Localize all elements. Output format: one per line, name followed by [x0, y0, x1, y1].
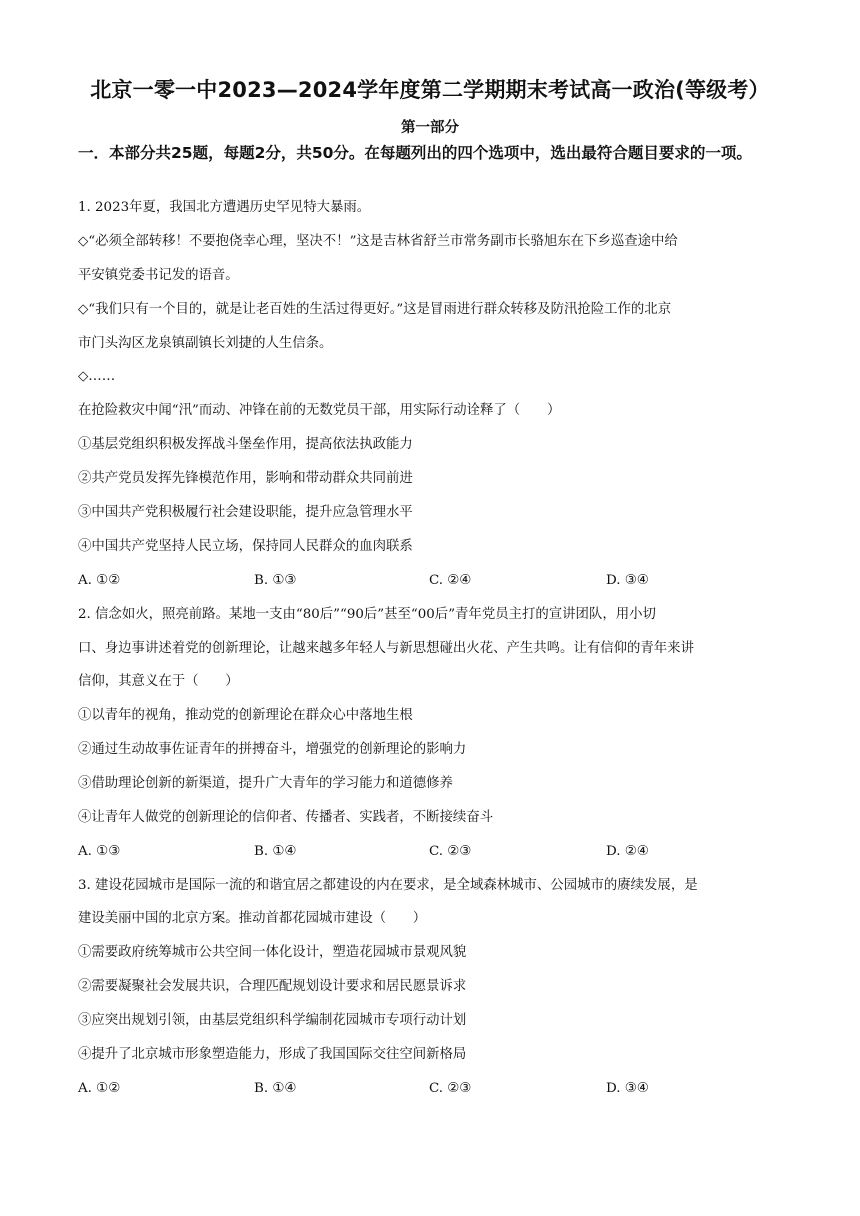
- q2-option-d[interactable]: D. ②④: [606, 844, 649, 859]
- q1-stem-line: ◇“我们只有一个目的，就是让老百姓的生活过得更好。”这是冒雨进行群众转移及防汛抢险工作的北京: [78, 302, 672, 317]
- q2-option-b[interactable]: B. ①④: [254, 844, 297, 859]
- q3-statement-2: ②需要凝聚社会发展共识，合理匹配规划设计要求和居民愿景诉求: [78, 979, 467, 994]
- q3-statement-4: ④提升了北京城市形象塑造能力，形成了我国国际交往空间新格局: [78, 1047, 467, 1062]
- q3-options: [78, 1079, 788, 1099]
- part-instructions: 一．本部分共25题，每题2分，共50分。在每题列出的四个选项中，选出最符合题目要求的一项。: [78, 144, 752, 162]
- q1-question-line: 在抢险救灾中闻“汛”而动、冲锋在前的无数党员干部，用实际行动诠释了（ ）: [78, 403, 561, 418]
- q1-stem-line: 1. 2023年夏，我国北方遭遇历史罕见特大暴雨。: [78, 200, 371, 215]
- q2-statement-3: ③借助理论创新的新渠道，提升广大青年的学习能力和道德修养: [78, 776, 453, 791]
- q3-stem-line: 3. 建设花园城市是国际一流的和谐宜居之都建设的内在要求，是全域森林城市、公园城市的赓续发展，是: [78, 878, 698, 893]
- q1-option-c[interactable]: C. ②④: [429, 573, 472, 588]
- q3-question-line: 建设美丽中国的北京方案。推动首都花园城市建设（ ）: [78, 911, 427, 926]
- q1-statement-1: ①基层党组织积极发挥战斗堡垒作用，提高依法执政能力: [78, 437, 413, 452]
- q2-question-line: 信仰，其意义在于（ ）: [78, 674, 239, 689]
- q3-option-c[interactable]: C. ②③: [429, 1081, 472, 1096]
- q2-stem-line: 口、身边事讲述着党的创新理论，让越来越多年轻人与新思想碰出火花、产生共鸣。让有信仰的青年来讲: [78, 641, 694, 656]
- q1-stem-line: ◇……: [78, 369, 116, 384]
- q1-stem-line: 市门头沟区龙泉镇副镇长刘捷的人生信条。: [78, 336, 333, 351]
- q2-option-a[interactable]: A. ①③: [78, 844, 121, 859]
- q1-statement-4: ④中国共产党坚持人民立场，保持同人民群众的血肉联系: [78, 539, 413, 554]
- q3-statement-3: ③应突出规划引领，由基层党组织科学编制花园城市专项行动计划: [78, 1013, 467, 1028]
- q2-statement-4: ④让青年人做党的创新理论的信仰者、传播者、实践者，不断接续奋斗: [78, 810, 494, 825]
- q2-option-c[interactable]: C. ②③: [429, 844, 472, 859]
- q3-statement-1: ①需要政府统筹城市公共空间一体化设计，塑造花园城市景观风貌: [78, 945, 467, 960]
- section-heading: 第一部分: [401, 120, 459, 136]
- q3-option-b[interactable]: B. ①④: [254, 1081, 297, 1096]
- q3-option-a[interactable]: A. ①②: [78, 1081, 121, 1096]
- q2-options: [78, 842, 788, 862]
- q1-stem-line: 平安镇党委书记发的语音。: [78, 268, 239, 283]
- q1-option-b[interactable]: B. ①③: [254, 573, 297, 588]
- q1-option-d[interactable]: D. ③④: [606, 573, 649, 588]
- q3-option-d[interactable]: D. ③④: [606, 1081, 649, 1096]
- page-title: 北京一零一中2023—2024学年度第二学期期末考试高一政治(等级考）: [90, 78, 770, 102]
- q1-statement-2: ②共产党员发挥先锋模范作用，影响和带动群众共同前进: [78, 471, 413, 486]
- q2-statement-2: ②通过生动故事佐证青年的拼搏奋斗，增强党的创新理论的影响力: [78, 742, 467, 757]
- q2-stem-line: 2. 信念如火，照亮前路。某地一支由“80后”“90后”甚至“00后”青年党员主打的宣讲团队，用小切: [78, 607, 656, 622]
- q1-stem-line: ◇“必须全部转移！不要抱侥幸心理，坚决不！”这是吉林省舒兰市常务副市长骆旭东在下乡巡查途中给: [78, 234, 678, 249]
- q1-statement-3: ③中国共产党积极履行社会建设职能，提升应急管理水平: [78, 505, 413, 520]
- q1-options: [78, 571, 788, 591]
- q2-statement-1: ①以青年的视角，推动党的创新理论在群众心中落地生根: [78, 708, 413, 723]
- q1-option-a[interactable]: A. ①②: [78, 573, 121, 588]
